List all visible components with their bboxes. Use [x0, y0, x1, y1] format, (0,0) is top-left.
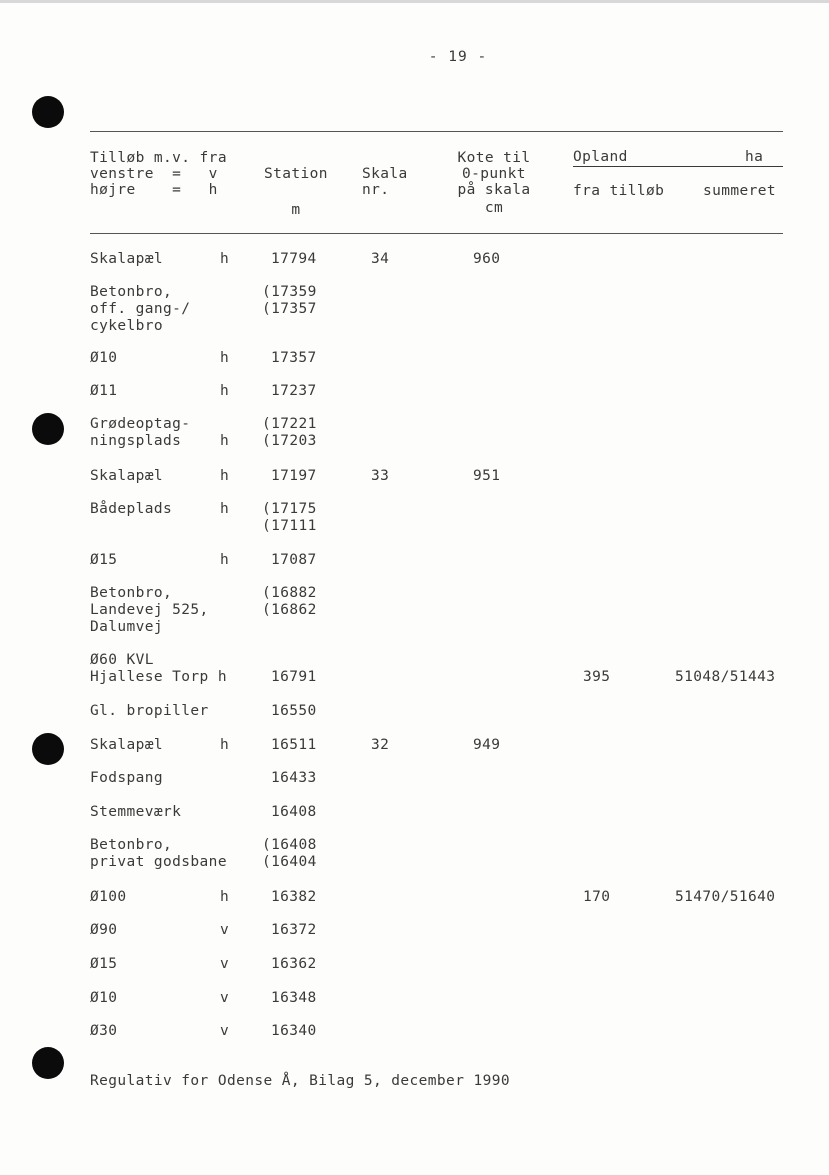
- row-station: (17111: [262, 518, 317, 534]
- row-kote: 951: [473, 468, 501, 484]
- punch-hole-2: [32, 413, 64, 445]
- table-top-rule: [90, 131, 783, 132]
- row-kote: 960: [473, 251, 501, 267]
- row-side: h: [220, 350, 230, 366]
- row-name: off. gang-/: [90, 301, 191, 317]
- header-kote-line3: på skala: [457, 182, 531, 198]
- header-skala-nr: nr.: [362, 182, 390, 198]
- row-name: Stemmeværk: [90, 804, 182, 820]
- header-opland: Opland: [573, 149, 628, 165]
- header-summeret: summeret: [703, 183, 777, 199]
- punch-hole-3: [32, 733, 64, 765]
- row-side: v: [220, 990, 230, 1006]
- header-tillob-line1: Tilløb m.v. fra: [90, 150, 227, 166]
- header-tillob-line2: venstre = v: [90, 166, 218, 182]
- row-station: (17221: [262, 416, 317, 432]
- row-station: (17357: [262, 301, 317, 317]
- row-station: 16550: [271, 703, 317, 719]
- row-name: Ø90: [90, 922, 118, 938]
- row-name: privat godsbane: [90, 854, 227, 870]
- header-kote-line2: 0-punkt: [462, 166, 526, 182]
- row-station: 17237: [271, 383, 317, 399]
- row-station: (16862: [262, 602, 317, 618]
- row-opland: 170: [583, 889, 611, 905]
- row-skala: 33: [371, 468, 390, 484]
- row-side: h: [220, 737, 230, 753]
- header-kote-line1: Kote til: [457, 150, 531, 166]
- row-side: h: [220, 433, 230, 449]
- scan-top-edge: [0, 0, 829, 3]
- header-kote-unit: cm: [484, 200, 504, 216]
- row-station: (16882: [262, 585, 317, 601]
- row-station: 16791: [271, 669, 317, 685]
- row-name: Ø10: [90, 990, 118, 1006]
- footer-text: Regulativ for Odense Å, Bilag 5, december 1990: [90, 1073, 510, 1089]
- row-side: h: [220, 552, 230, 568]
- header-station-unit: m: [291, 202, 301, 218]
- row-kote: 949: [473, 737, 501, 753]
- row-station: (16408: [262, 837, 317, 853]
- row-station: 17357: [271, 350, 317, 366]
- row-station: 17794: [271, 251, 317, 267]
- row-station: 16340: [271, 1023, 317, 1039]
- row-station: (17359: [262, 284, 317, 300]
- row-skala: 32: [371, 737, 390, 753]
- row-station: 17087: [271, 552, 317, 568]
- row-station: 16382: [271, 889, 317, 905]
- row-side: v: [220, 922, 230, 938]
- header-tillob-line3: højre = h: [90, 182, 218, 198]
- row-name: ningsplads: [90, 433, 182, 449]
- row-name: Fodspang: [90, 770, 164, 786]
- row-side: h: [220, 501, 230, 517]
- row-name: Skalapæl: [90, 251, 164, 267]
- table-header-rule: [90, 233, 783, 234]
- row-name: cykelbro: [90, 318, 164, 334]
- row-name: Grødeoptag-: [90, 416, 191, 432]
- page-number: - 19 -: [428, 49, 488, 65]
- row-name: Ø10: [90, 350, 118, 366]
- row-name: Gl. bropiller: [90, 703, 209, 719]
- row-summeret: 51470/51640: [675, 889, 776, 905]
- row-side: h: [220, 251, 230, 267]
- row-station: 16433: [271, 770, 317, 786]
- row-name: Bådeplads: [90, 501, 173, 517]
- row-name: Hjallese Torp h: [90, 669, 227, 685]
- row-station: 16511: [271, 737, 317, 753]
- row-name: Ø30: [90, 1023, 118, 1039]
- row-side: v: [220, 1023, 230, 1039]
- row-station: (17203: [262, 433, 317, 449]
- row-name: Ø11: [90, 383, 118, 399]
- punch-hole-4: [32, 1047, 64, 1079]
- header-ha: ha: [745, 149, 764, 165]
- row-station: 16348: [271, 990, 317, 1006]
- row-name: Betonbro,: [90, 585, 173, 601]
- row-opland: 395: [583, 669, 611, 685]
- row-side: h: [220, 383, 230, 399]
- row-side: h: [220, 889, 230, 905]
- row-station: 16372: [271, 922, 317, 938]
- header-fra-tillob: fra tilløb: [573, 183, 665, 199]
- row-name: Betonbro,: [90, 837, 173, 853]
- header-skala: Skala: [362, 166, 408, 182]
- row-skala: 34: [371, 251, 390, 267]
- row-name: Skalapæl: [90, 468, 164, 484]
- row-name: Skalapæl: [90, 737, 164, 753]
- row-name: Ø15: [90, 956, 118, 972]
- row-name: Betonbro,: [90, 284, 173, 300]
- header-station: Station: [264, 166, 328, 182]
- row-name: Ø100: [90, 889, 127, 905]
- row-summeret: 51048/51443: [675, 669, 776, 685]
- row-station: 17197: [271, 468, 317, 484]
- row-side: v: [220, 956, 230, 972]
- row-side: h: [220, 468, 230, 484]
- row-name: Ø60 KVL: [90, 652, 154, 668]
- row-station: (16404: [262, 854, 317, 870]
- row-station: 16408: [271, 804, 317, 820]
- header-opland-underline: [573, 166, 783, 167]
- row-station: 16362: [271, 956, 317, 972]
- punch-hole-1: [32, 96, 64, 128]
- row-station: (17175: [262, 501, 317, 517]
- row-name: Landevej 525,: [90, 602, 209, 618]
- row-name: Ø15: [90, 552, 118, 568]
- row-name: Dalumvej: [90, 619, 164, 635]
